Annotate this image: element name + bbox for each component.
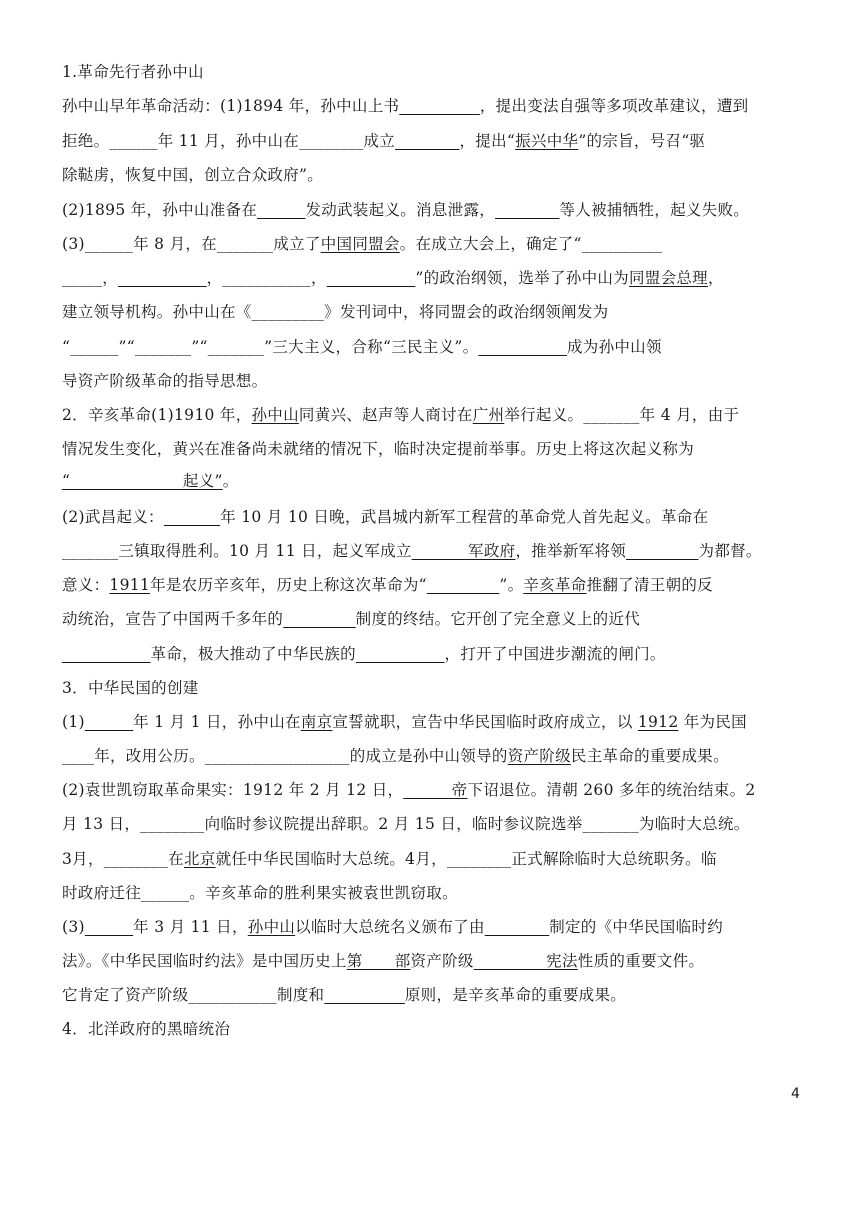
- section-4-heading: [62, 1019, 230, 1039]
- underlined-term: 南京: [300, 713, 333, 731]
- text: 革命，极大推动了中华民族的: [150, 645, 356, 663]
- text-line: [62, 371, 267, 391]
- text: ，提出“: [459, 132, 516, 150]
- text: ，: [707, 269, 724, 287]
- text: 4．北洋政府的黑暗统治: [62, 1020, 231, 1038]
- text: 宣誓就职，宣告中华民国临时政府成立，以: [332, 713, 638, 731]
- text: 导资产阶级革命的指导思想。: [62, 372, 268, 390]
- text-line: [62, 200, 749, 220]
- text: 性质的重要文件。: [577, 952, 705, 970]
- underlined-term: 孙中山: [247, 918, 296, 936]
- text: 它肯定了资产阶级___________制度和: [62, 986, 325, 1004]
- answer-blank[interactable]: “______________起义”: [62, 472, 223, 490]
- text: ”。: [499, 576, 524, 594]
- text: (3)______年 8 月，在_______成立了: [62, 235, 321, 253]
- underlined-term: 孙中山: [251, 406, 299, 424]
- answer-blank[interactable]: ________: [395, 132, 460, 150]
- text-line: [62, 337, 662, 357]
- text-line: [62, 883, 458, 903]
- text: ”的宗旨，号召“驱: [578, 132, 706, 150]
- text: ____年，改用公历。__________________的成立是孙中山领导的: [62, 747, 508, 765]
- answer-blank[interactable]: _________: [626, 542, 699, 560]
- text-line: [62, 507, 708, 527]
- text: ”的政治纲领，选举了孙中山为: [415, 269, 629, 287]
- text-line: [62, 471, 239, 491]
- text: 动统治，宣告了中国两千多年的: [62, 610, 284, 628]
- answer-blank[interactable]: _______: [163, 508, 221, 526]
- text-line: [62, 131, 705, 151]
- text: 原则，是辛亥革命的重要成果。: [404, 986, 627, 1004]
- underlined-term: 广州: [472, 406, 505, 424]
- text: _____，: [62, 269, 119, 287]
- text: 除鞑虏，恢复中国，创立合众政府”。: [62, 166, 324, 184]
- text: 为都督。: [698, 542, 762, 560]
- text: 拒绝。______年 11 月，孙中山在________成立: [62, 132, 396, 150]
- answer-blank[interactable]: 第____部: [346, 952, 411, 970]
- text-line: [62, 541, 762, 561]
- text: 情况发生变化，黄兴在准备尚未就绪的情况下，临时决定提前举事。历史上将这次起义称为: [62, 440, 695, 458]
- text: ，打开了中国进步潮流的闸门。: [444, 645, 666, 663]
- text: 。在成立大会上，确定了“__________: [399, 235, 663, 253]
- text: 等人被捕牺牲，起义失败。: [559, 201, 750, 219]
- text-line: [62, 302, 608, 322]
- section-2-line: [62, 405, 739, 425]
- text: 成为孙中山领: [566, 338, 662, 356]
- text: 制度的终结。它开创了完全意义上的近代: [355, 610, 641, 628]
- text: 孙中山早年革命活动：(1)1894 年，孙中山上书: [62, 97, 400, 115]
- answer-blank[interactable]: _________: [283, 610, 356, 628]
- text: (2)武昌起义：: [62, 508, 164, 526]
- text: 以临时大总统名义颁布了由: [295, 918, 485, 936]
- text-line: [62, 575, 713, 595]
- text: 年 3 月 11 日，: [133, 918, 248, 936]
- answer-blank[interactable]: ________: [495, 201, 560, 219]
- text-line: [62, 609, 640, 629]
- text: 建立领导机构。孙中山在《_________》发刊词中，将同盟会的政治纲领阐发为: [62, 303, 609, 321]
- answer-blank[interactable]: __________: [399, 97, 480, 115]
- text: (3): [62, 918, 85, 936]
- section-1-heading: [62, 62, 204, 82]
- answer-blank[interactable]: ______: [84, 918, 134, 936]
- text-line: [62, 712, 747, 732]
- text: 意义：: [62, 576, 110, 594]
- text-line: [62, 165, 323, 185]
- answer-blank[interactable]: ___________: [62, 645, 151, 663]
- text-line: [62, 439, 694, 459]
- underlined-term: 资产阶级: [507, 747, 571, 765]
- text: 制定的《中华民国临时约: [549, 918, 723, 936]
- text: 2．辛亥革命(1)1910 年，: [62, 406, 252, 424]
- text: 1.革命先行者孙中山: [62, 63, 204, 81]
- text: 月 13 日，________向临时参议院提出辞职。2 月 15 日，临时参议院选举_______为临时大总统。: [62, 815, 750, 833]
- text-line: [62, 849, 717, 869]
- text: 年 1 月 1 日，孙中山在: [133, 713, 301, 731]
- answer-blank[interactable]: ___________: [355, 645, 445, 663]
- underlined-term: 北京: [183, 850, 216, 868]
- text: 举行起义。_______年 4 月，由于: [504, 406, 740, 424]
- answer-blank[interactable]: ________: [484, 918, 550, 936]
- text: 。: [222, 472, 239, 490]
- text: 年 10 月 10 日晚，武昌城内新军工程营的革命党人首先起义。革命在: [220, 508, 709, 526]
- text-line: [62, 780, 756, 800]
- text-line: [62, 985, 626, 1005]
- page-number: 4: [791, 1086, 800, 1102]
- text-line: [62, 96, 748, 116]
- answer-blank[interactable]: ______: [84, 713, 134, 731]
- answer-blank[interactable]: _______军政府: [411, 542, 516, 560]
- answer-blank[interactable]: ______帝: [403, 781, 468, 799]
- text: (1): [62, 713, 85, 731]
- text: 民主革命的重要成果。: [570, 747, 729, 765]
- section-3-heading: [62, 678, 199, 698]
- text: 同黄兴、赵声等人商讨在: [298, 406, 473, 424]
- text: 下诏退位。清朝 260 多年的统治结束。2: [467, 781, 756, 799]
- answer-blank[interactable]: ___________: [478, 338, 567, 356]
- text: 资产阶级: [410, 952, 474, 970]
- text: 年是农历辛亥年，历史上称这次革命为“: [150, 576, 427, 594]
- text-line: [62, 746, 729, 766]
- text-line: [62, 917, 723, 937]
- text-line: [62, 644, 666, 664]
- text: 3．中华民国的创建: [62, 679, 199, 697]
- text: ，提出变法自强等多项改革建议，遭到: [479, 97, 749, 115]
- text: 就任中华民国临时大总统。4月，________正式解除临时大总统职务。临: [215, 850, 717, 868]
- answer-blank[interactable]: _________: [426, 576, 500, 594]
- underlined-term: 同盟会总理: [628, 269, 708, 287]
- text-line: [62, 951, 704, 971]
- underlined-term: 中国同盟会: [320, 235, 400, 253]
- text-line: [62, 814, 750, 834]
- text: ，推举新军将领: [515, 542, 627, 560]
- answer-blank[interactable]: __________: [324, 986, 405, 1004]
- text: 3月，________在: [62, 850, 184, 868]
- text: (2)1895 年，孙中山准备在: [62, 201, 258, 219]
- text-line: [62, 234, 662, 254]
- text-line: [62, 268, 724, 288]
- underlined-term: 1912: [637, 713, 679, 731]
- text: 推翻了清王朝的反: [586, 576, 713, 594]
- text: 发动武装起义。消息泄露，: [305, 201, 496, 219]
- text: 时政府迁往______。辛亥革命的胜利果实被袁世凯窃取。: [62, 884, 458, 902]
- answer-blank[interactable]: _________宪法: [473, 952, 578, 970]
- text: (2)袁世凯窃取革命果实：1912 年 2 月 12 日，: [62, 781, 404, 799]
- text: 年为民国: [678, 713, 747, 731]
- text: ，___________，: [206, 269, 327, 287]
- underlined-term: 1911: [109, 576, 151, 594]
- text: _______三镇取得胜利。10 月 11 日，起义军成立: [62, 542, 412, 560]
- underlined-term: 振兴中华: [515, 132, 579, 150]
- answer-blank[interactable]: ___________: [326, 269, 416, 287]
- text: 法》。《中华民国临时约法》是中国历史上: [62, 952, 347, 970]
- answer-blank[interactable]: ______: [257, 201, 306, 219]
- answer-blank[interactable]: ___________: [118, 269, 207, 287]
- underlined-term: 辛亥革命: [523, 576, 587, 594]
- text: “______”“_______”“_______”三大主义，合称“三民主义”。: [62, 338, 479, 356]
